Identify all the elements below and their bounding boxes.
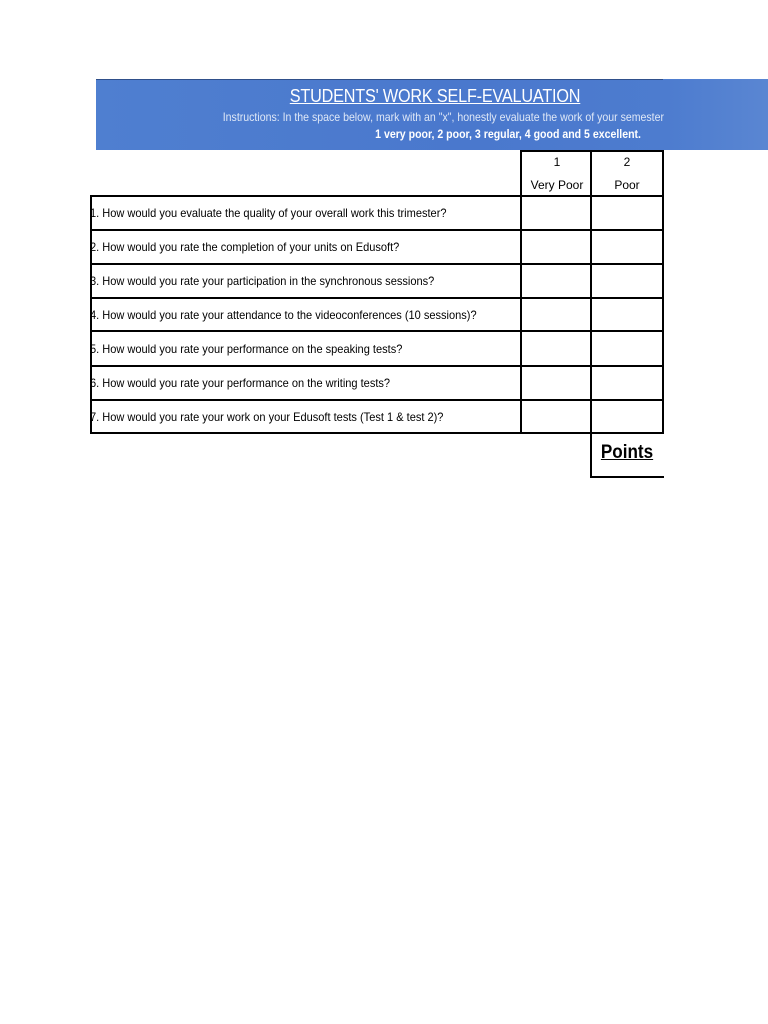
answer-cell-q3-poor[interactable]: [592, 265, 662, 297]
points-label: Points: [600, 442, 654, 463]
question-6: 6. How would you rate your performance on the writing tests?: [90, 376, 391, 390]
grid-line: [662, 150, 664, 434]
question-7: 7. How would you rate your work on your Edusoft tests (Test 1 & test 2)?: [90, 410, 444, 424]
column-header-1-label: Very Poor: [530, 178, 584, 192]
question-4: 4. How would you rate your attendance to the videoconferences (10 sessions)?: [90, 308, 477, 322]
question-5: 5. How would you rate your performance on the speaking tests?: [90, 342, 403, 356]
grid-line: [590, 476, 664, 478]
question-3: 3. How would you rate your participation in the synchronous sessions?: [90, 274, 435, 288]
column-header-2-label: Poor: [614, 178, 640, 192]
page-title: STUDENTS' WORK SELF-EVALUATION: [289, 86, 581, 106]
answer-cell-q1-very-poor[interactable]: [522, 197, 590, 229]
answer-cell-q6-very-poor[interactable]: [522, 367, 590, 399]
answer-cell-q3-very-poor[interactable]: [522, 265, 590, 297]
answer-cell-q4-poor[interactable]: [592, 299, 662, 330]
answer-cell-q7-very-poor[interactable]: [522, 401, 590, 432]
column-header-2-number: 2: [623, 155, 631, 169]
question-2: 2. How would you rate the completion of your units on Edusoft?: [90, 240, 400, 254]
banner-border: [96, 79, 663, 80]
answer-cell-q4-very-poor[interactable]: [522, 299, 590, 330]
answer-cell-q6-poor[interactable]: [592, 367, 662, 399]
instructions-text: Instructions: In the space below, mark with an "x", honestly evaluate the work of your semester: [222, 110, 665, 124]
answer-cell-q7-poor[interactable]: [592, 401, 662, 432]
column-header-1-number: 1: [553, 155, 561, 169]
answer-cell-q2-poor[interactable]: [592, 231, 662, 263]
rating-scale-note: 1 very poor, 2 poor, 3 regular, 4 good and 5 excellent.: [375, 127, 641, 141]
grid-line: [520, 150, 664, 152]
answer-cell-q5-very-poor[interactable]: [522, 332, 590, 365]
question-1: 1. How would you evaluate the quality of your overall work this trimester?: [90, 206, 447, 220]
answer-cell-q2-very-poor[interactable]: [522, 231, 590, 263]
grid-line: [90, 432, 664, 434]
answer-cell-q5-poor[interactable]: [592, 332, 662, 365]
answer-cell-q1-poor[interactable]: [592, 197, 662, 229]
